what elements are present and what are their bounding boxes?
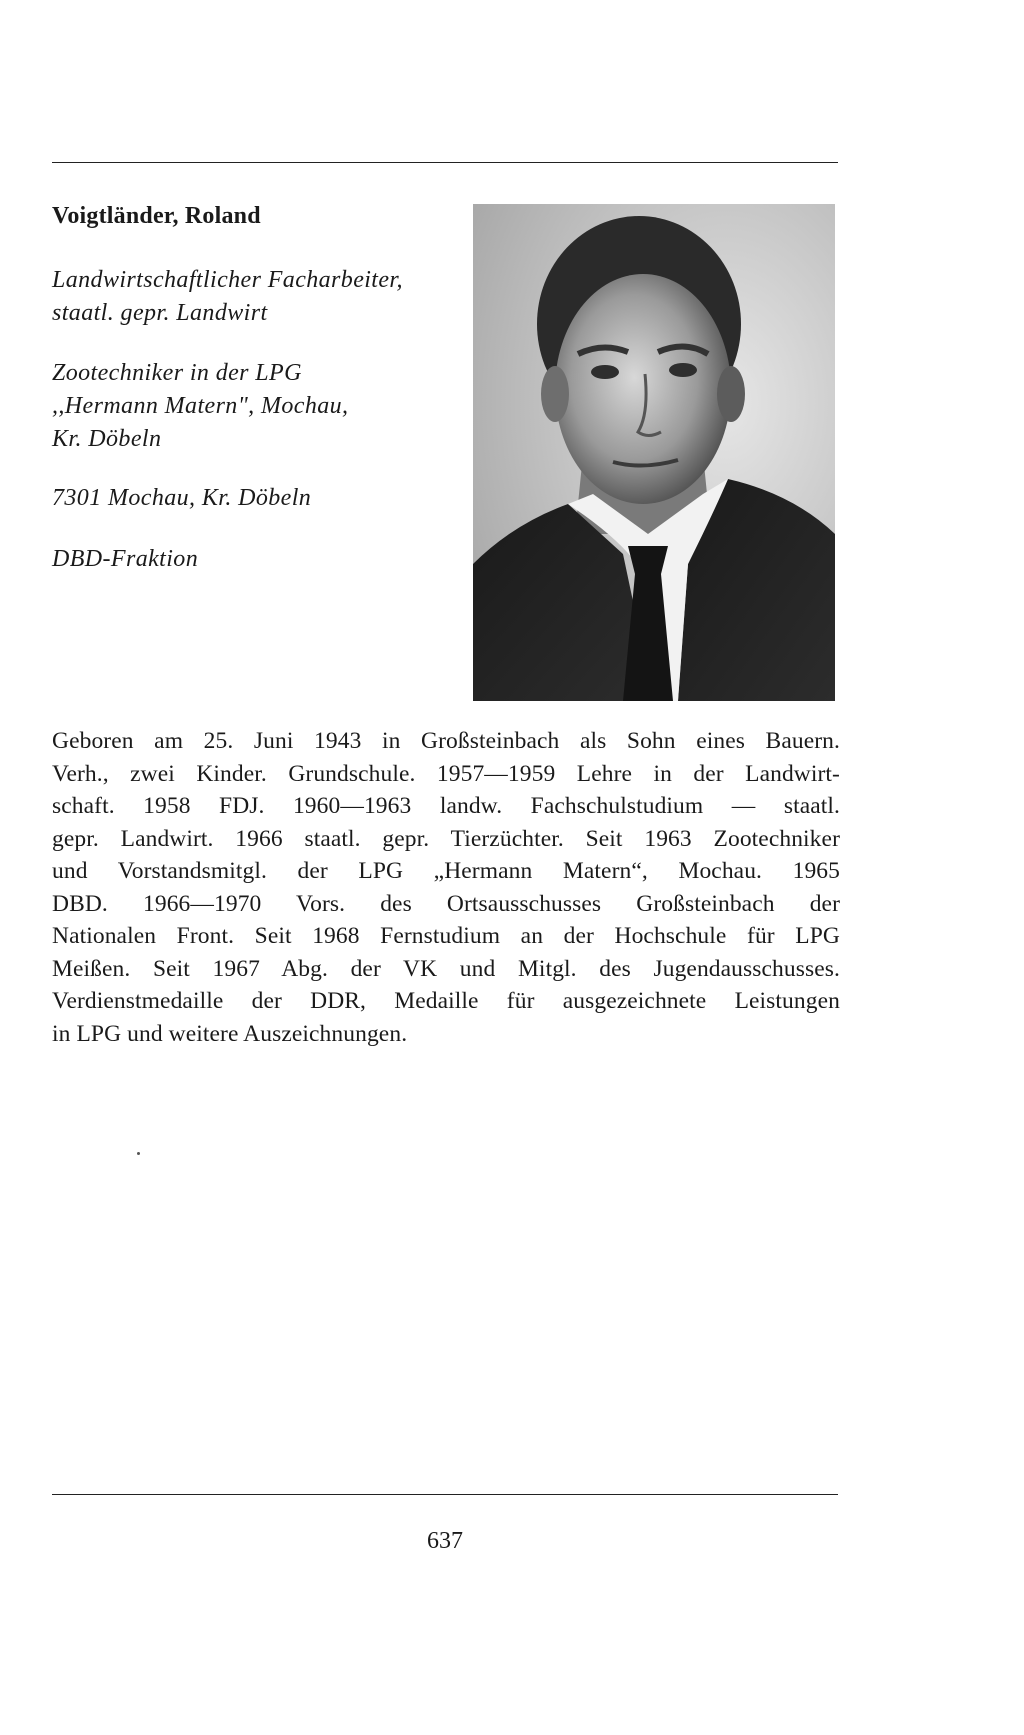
print-speck <box>137 1152 140 1155</box>
bio-line: Meißen. Seit 1967 Abg. der VK und Mitgl. des Jugendausschusses. <box>52 955 840 982</box>
profession <box>52 264 403 330</box>
position-line: Zootechniker in der LPG <box>52 360 302 386</box>
bio-line: in LPG und weitere Auszeichnungen. <box>52 1020 408 1047</box>
entry-name: Voigtländer, Roland <box>52 203 261 229</box>
page-number: 637 <box>427 1528 463 1554</box>
profession-line: Landwirtschaftlicher Facharbeiter, <box>52 267 403 293</box>
bio-line: Verdienstmedaille der DDR, Medaille für ausgezeichnete Leistungen <box>52 988 840 1014</box>
bio-line: Nationalen Front. Seit 1968 Fernstudium an der Hochschule für LPG <box>52 923 840 949</box>
bio-line: Geboren am 25. Juni 1943 in Großsteinbach als Sohn eines Bauern. <box>52 728 840 754</box>
bio-line: Verh., zwei Kinder. Grundschule. 1957—1959 Lehre in der Landwirt- <box>52 760 840 787</box>
address: 7301 Mochau, Kr. Döbeln <box>52 485 312 511</box>
portrait-photo <box>473 204 835 701</box>
bio-line: gepr. Landwirt. 1966 staatl. gepr. Tierzüchter. Seit 1963 Zootechniker <box>52 825 840 852</box>
profession-line: staatl. gepr. Landwirt <box>52 300 268 326</box>
position-line: Kr. Döbeln <box>52 426 162 452</box>
biography <box>52 725 840 1050</box>
position-line: ,,Hermann Matern", Mochau, <box>52 393 349 419</box>
bottom-rule <box>52 1494 838 1495</box>
portrait-illustration <box>473 204 835 701</box>
faction: DBD-Fraktion <box>52 546 199 572</box>
bio-line: und Vorstandsmitgl. der LPG „Hermann Matern“, Mochau. 1965 <box>52 858 840 884</box>
top-rule <box>52 162 838 163</box>
bio-line: schaft. 1958 FDJ. 1960—1963 landw. Fachschulstudium — staatl. <box>52 793 840 819</box>
position <box>52 357 348 456</box>
bio-line: DBD. 1966—1970 Vors. des Ortsausschusses Großsteinbach der <box>52 890 840 917</box>
